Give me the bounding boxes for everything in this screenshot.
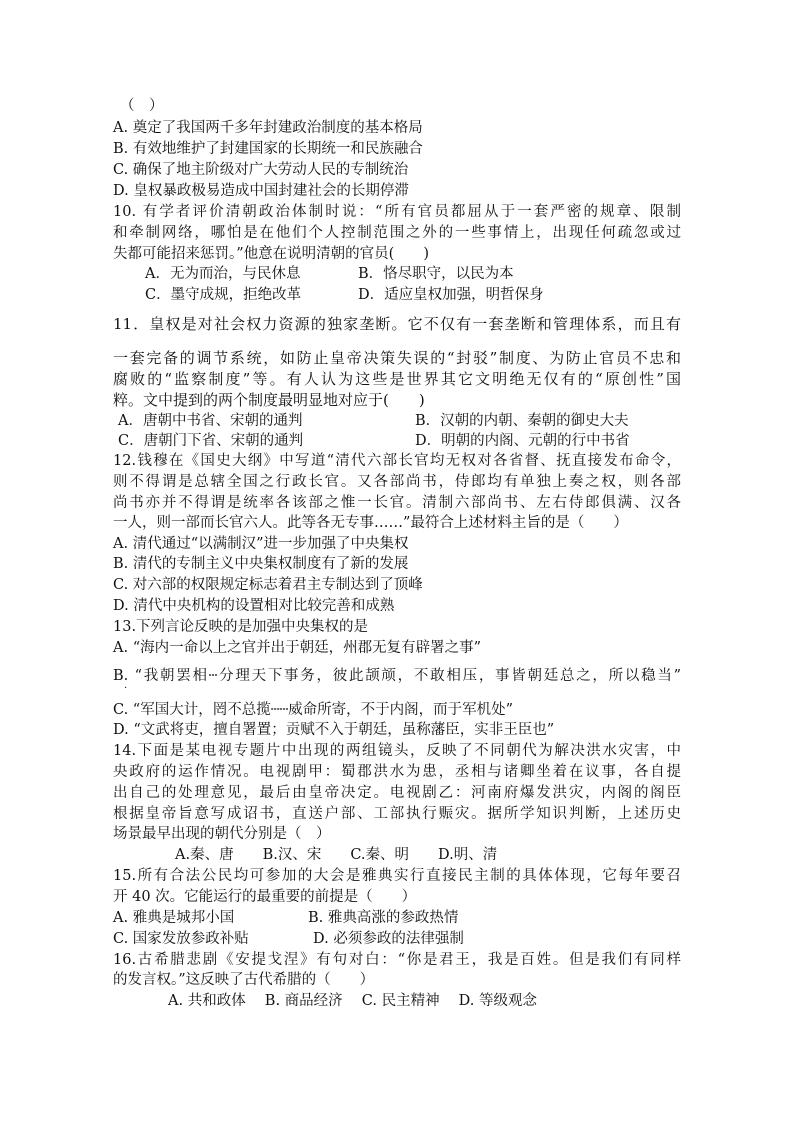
q10-option-c: C．墨守成规，拒绝改革 — [145, 287, 302, 303]
q14-stem-line-1: 14.下面是某电视专题片中出现的两组镜头，反映了不同朝代为解决洪水灾害，中 — [113, 743, 681, 759]
q13-stem: 13.下列言论反映的是加强中央集权的是 — [113, 619, 369, 635]
q11-option-a: A．唐朝中书省、宋朝的通判 — [118, 413, 303, 429]
q13-option-b: B. “我朝罢相┄分理天下事务，彼此颉颃，不敢相压，事皆朝廷总之，所以稳当” — [113, 668, 681, 684]
q15-option-b: B. 雅典高涨的参政热情 — [308, 910, 459, 926]
q11-option-c: C．唐朝门下省、宋朝的通判 — [118, 433, 304, 449]
q10-stem-line-3: 失都可能招来惩罚。”他意在说明清朝的官员( ) — [113, 246, 429, 262]
stray-dot-mark: · — [124, 683, 128, 694]
q10-option-d: D．适应皇权加强，明哲保身 — [358, 287, 544, 303]
q12-stem-line-2: 则不得谓是总辖全国之行政长官。又各部尚书，侍郎均有单独上奏之权，则各部 — [113, 474, 681, 490]
q11-stem-line-4: 粹。文中提到的两个制度最明显地对应于( ) — [113, 391, 425, 409]
q10-option-b: B．恪尽职守，以民为本 — [358, 266, 514, 282]
q10-stem-line-2: 和牵制网络，哪怕是在他们个人控制范围之外的一些事情上，出现任何疏忽或过 — [113, 225, 681, 241]
q16-stem-line-1: 16.古希腊悲剧《安提戈涅》有句对白：“你是君王，我是百姓。但是我们有同样 — [113, 952, 681, 968]
q11-stem-line-3: 腐败的“监察制度”等。有人认为这些是世界其它文明绝无仅有的“原创性”国 — [113, 370, 681, 388]
q15-stem-line-2: 开 40 次。它能运行的最重要的前提是（ ） — [113, 889, 417, 905]
q11-option-b: B．汉朝的内朝、秦朝的御史大夫 — [415, 413, 629, 429]
q14-options: A.秦、唐 B.汉、宋 C.秦、明 D.明、清 — [175, 847, 498, 863]
q9-option-b: B. 有效地维护了封建国家的长期统一和民族融合 — [113, 141, 423, 157]
q11-stem-line-1: 11．皇权是对社会权力资源的独家垄断。它不仅有一套垄断和管理体系，而且有 — [113, 315, 681, 333]
q12-stem-line-1: 12.钱穆在《国史大纲》中写道“清代六部长官均无权对各省督、抚直接发布命令， — [113, 453, 681, 469]
q15-option-a: A. 雅典是城邦小国 — [113, 910, 235, 926]
q10-stem-line-1: 10. 有学者评价清朝政治体制时说：“所有官员都屈从于一套严密的规章、限制 — [113, 204, 681, 220]
q13-option-a: A. “海内一命以上之官并出于朝廷，州郡无复有辟署之事” — [113, 640, 482, 656]
q14-stem-line-2: 央政府的运作情况。电视剧甲：蜀郡洪水为患，丞相与诸卿坐着在议事，各自提 — [113, 764, 681, 780]
q9-option-d: D. 皇权暴政极易造成中国封建社会的长期停滞 — [113, 183, 409, 199]
q12-option-c: C. 对六部的权限规定标志着君主专制达到了顶峰 — [113, 577, 423, 593]
q13-option-d: D. “文武将吏，擅自署置；贡赋不入于朝廷，虽称藩臣，实非王臣也” — [113, 722, 555, 738]
q11-option-d: D．明朝的内阁、元朝的行中书省 — [415, 433, 630, 449]
q9-bracket: （ ） — [120, 98, 164, 114]
q15-option-d: D. 必须参政的法律强制 — [313, 931, 464, 947]
q14-stem-line-3: 出自己的处理意见，最后由皇帝决定。电视剧乙：河南府爆发洪灾，内阁的阁臣 — [113, 785, 681, 801]
q12-stem-line-4: 一人，则一部而长官六人。此等各无专事……”最符合上述材料主旨的是（ ） — [113, 515, 628, 531]
q9-option-c: C. 确保了地主阶级对广大劳动人民的专制统治 — [113, 162, 409, 178]
q12-option-d: D. 清代中央机构的设置相对比较完善和成熟 — [113, 598, 395, 614]
q9-option-a: A. 奠定了我国两千多年封建政治制度的基本格局 — [113, 120, 423, 136]
q12-stem-line-3: 尚书亦并不得谓是统率各该部之惟一长官。清制六部尚书、左右侍郎俱满、汉各 — [113, 495, 681, 511]
q16-stem-line-2: 的发言权。”这反映了古代希腊的（ ） — [113, 972, 375, 988]
q14-stem-line-5: 场景最早出现的朝代分别是（ ） — [113, 826, 331, 842]
q14-stem-line-4: 根据皇帝旨意写成诏书，直送户部、工部执行赈灾。据所学知识判断，上述历史 — [113, 806, 681, 822]
q11-stem-line-2: 一套完备的调节系统，如防止皇帝决策失误的“封驳”制度、为防止官员不忠和 — [113, 349, 681, 367]
q16-options: A. 共和政体 B. 商品经济 C. 民主精神 D. 等级观念 — [168, 993, 538, 1009]
q13-option-c: C. “军国大计，罔不总揽┄┄威命所寄，不于内阁，而于军机处” — [113, 702, 514, 718]
q10-option-a: A．无为而治，与民休息 — [145, 266, 301, 282]
q12-option-a: A. 清代通过“以满制汉”进一步加强了中央集权 — [113, 536, 409, 552]
q15-stem-line-1: 15.所有合法公民均可参加的大会是雅典实行直接民主制的具体体现，它每年要召 — [113, 868, 681, 884]
q15-option-c: C. 国家发放参政补贴 — [113, 931, 249, 947]
q12-option-b: B. 清代的专制主义中央集权制度有了新的发展 — [113, 556, 409, 572]
